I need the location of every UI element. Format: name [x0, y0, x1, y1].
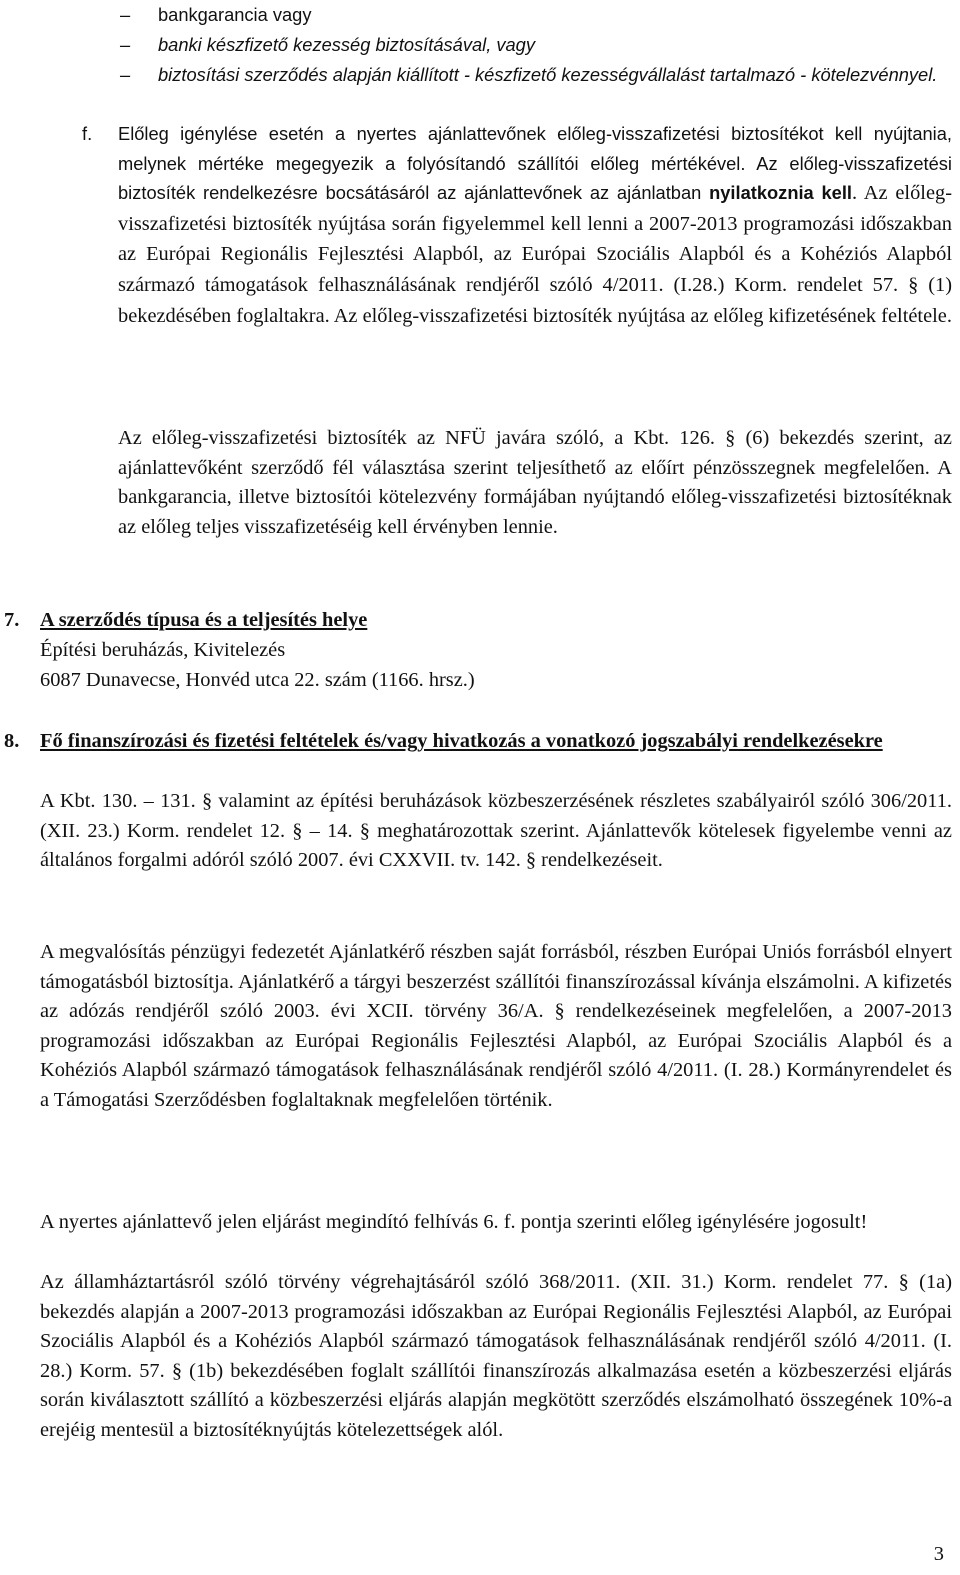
section-number: 7. [4, 609, 20, 631]
item-f-text-1: Előleg igénylése esetén a nyertes ajánlattevőnek előleg-visszafizetési biztosítékot kell nyújtania, melynek mértéke megegyezik a folyósítandó szállítói előleg mértékével. Az előleg-visszafizetési biztosíték rendelkezésre bocsátásáról az ajánlattevőnek az ajánlatban [118, 123, 952, 204]
section-number: 8. [4, 730, 20, 752]
section-heading: Fő finanszírozási és fizetési feltételek és/vagy hivatkozás a vonatkozó jogszabályi rendelkezésekre [40, 730, 883, 752]
list-item-text: biztosítási szerződés alapján kiállított - készfizető kezességvállalást tartalmazó - kötelezvénnyel. [158, 64, 938, 85]
list-item-text: bankgarancia vagy [158, 4, 312, 25]
item-f-bold-text: nyilatkoznia kell [709, 182, 853, 204]
item-marker: f. [82, 123, 93, 144]
dash-marker: – [120, 34, 131, 55]
page-number: 3 [933, 1543, 944, 1565]
list-item-text: banki készfizető kezesség biztosításával, vagy [158, 34, 535, 55]
item-f-paragraph-2: Az előleg-visszafizetési biztosíték az NFÜ javára szóló, a Kbt. 126. § (6) bekezdés szerint, az ajánlattevőként szerződő fél választása szerint teljesíthető az előírt pénzösszegnek megfelelően. A bankgarancia, illetve biztosítói kötelezvény formájában nyújtandó előleg-visszafizetési biztosítéknak az előleg teljes visszafizetéséig kell érvényben lennie. [118, 427, 952, 538]
item-f-text-2: . Az előleg-visszafizetési biztosíték nyújtása során figyelemmel kell lenni a 2007-2013 programozási időszakban az Európai Regionális Fejlesztési Alapból, az Európai Szociális Alapból és a Kohéziós Alapból származó támogatások felhasználásának rendjéről szóló 4/2011. (I.28.) Korm. rendelet 57. § (1) bekezdésében foglaltakra. Az előleg-visszafizetési biztosíték nyújtása az előleg kifizetésének feltétele. [118, 182, 952, 327]
dash-marker: – [120, 4, 131, 25]
dash-marker: – [120, 64, 131, 85]
financing-paragraph: A megvalósítás pénzügyi fedezetét Ajánlatkérő részben saját forrásból, részben Európai Uniós forrásból elnyert támogatásból biztosítja. Ajánlatkérő a tárgyi beszerzést szállítói finanszírozással kívánja elszámolni. A kifizetés az adózás rendjéről szóló 2003. évi XCII. törvény 36/A. § rendelkezéseinek megfelelően, a 2007-2013 programozási időszakban az Európai Regionális Fejlesztési Alapból, az Európai Szociális Alapból és a Kohéziós Alapból származó támogatások felhasználásának rendjéről szóló 4/2011. (I. 28.) Kormányrendelet és a Támogatási Szerződésben foglaltaknak megfelelően történik. [40, 941, 952, 1111]
performance-location: 6087 Dunavecse, Honvéd utca 22. szám (1166. hrsz.) [40, 669, 475, 691]
section-8-paragraph: A Kbt. 130. – 131. § valamint az építési beruházások közbeszerzésének részletes szabályairól szóló 306/2011. (XII. 23.) Korm. rendelet 12. § – 14. § meghatározottak szerint. Ajánlattevők kötelesek figyelembe venni az általános forgalmi adóról szóló 2007. évi CXXVII. tv. 142. § rendelkezéseit. [40, 790, 952, 872]
item-f-paragraph [118, 119, 952, 331]
supplier-financing-paragraph: Az államháztartásról szóló törvény végrehajtásáról szóló 368/2011. (XII. 31.) Korm. rendelet 77. § (1a) bekezdés alapján a 2007-2013 programozási időszakban az Európai Regionális Fejlesztési Alapból, az Európai Szociális Alapból és a Kohéziós Alapból származó támogatások felhasználásának rendjéről szóló 4/2011. (I. 28.) Korm. 57. § (1b) bekezdésében foglalt szállítói finanszírozás alkalmazása esetén a közbeszerzési eljárás során kiválasztott szállító a közbeszerzési eljárás alapján megkötött szerződés elszámolható összegének 10%-a erejéig mentesül a biztosítéknyújtás kötelezettségek alól. [40, 1271, 952, 1441]
advance-eligibility-paragraph: A nyertes ajánlattevő jelen eljárást megindító felhívás 6. f. pontja szerinti előleg igénylésére jogosult! [40, 1211, 868, 1233]
section-heading: A szerződés típusa és a teljesítés helye [40, 609, 368, 631]
contract-type: Építési beruházás, Kivitelezés [40, 639, 286, 661]
